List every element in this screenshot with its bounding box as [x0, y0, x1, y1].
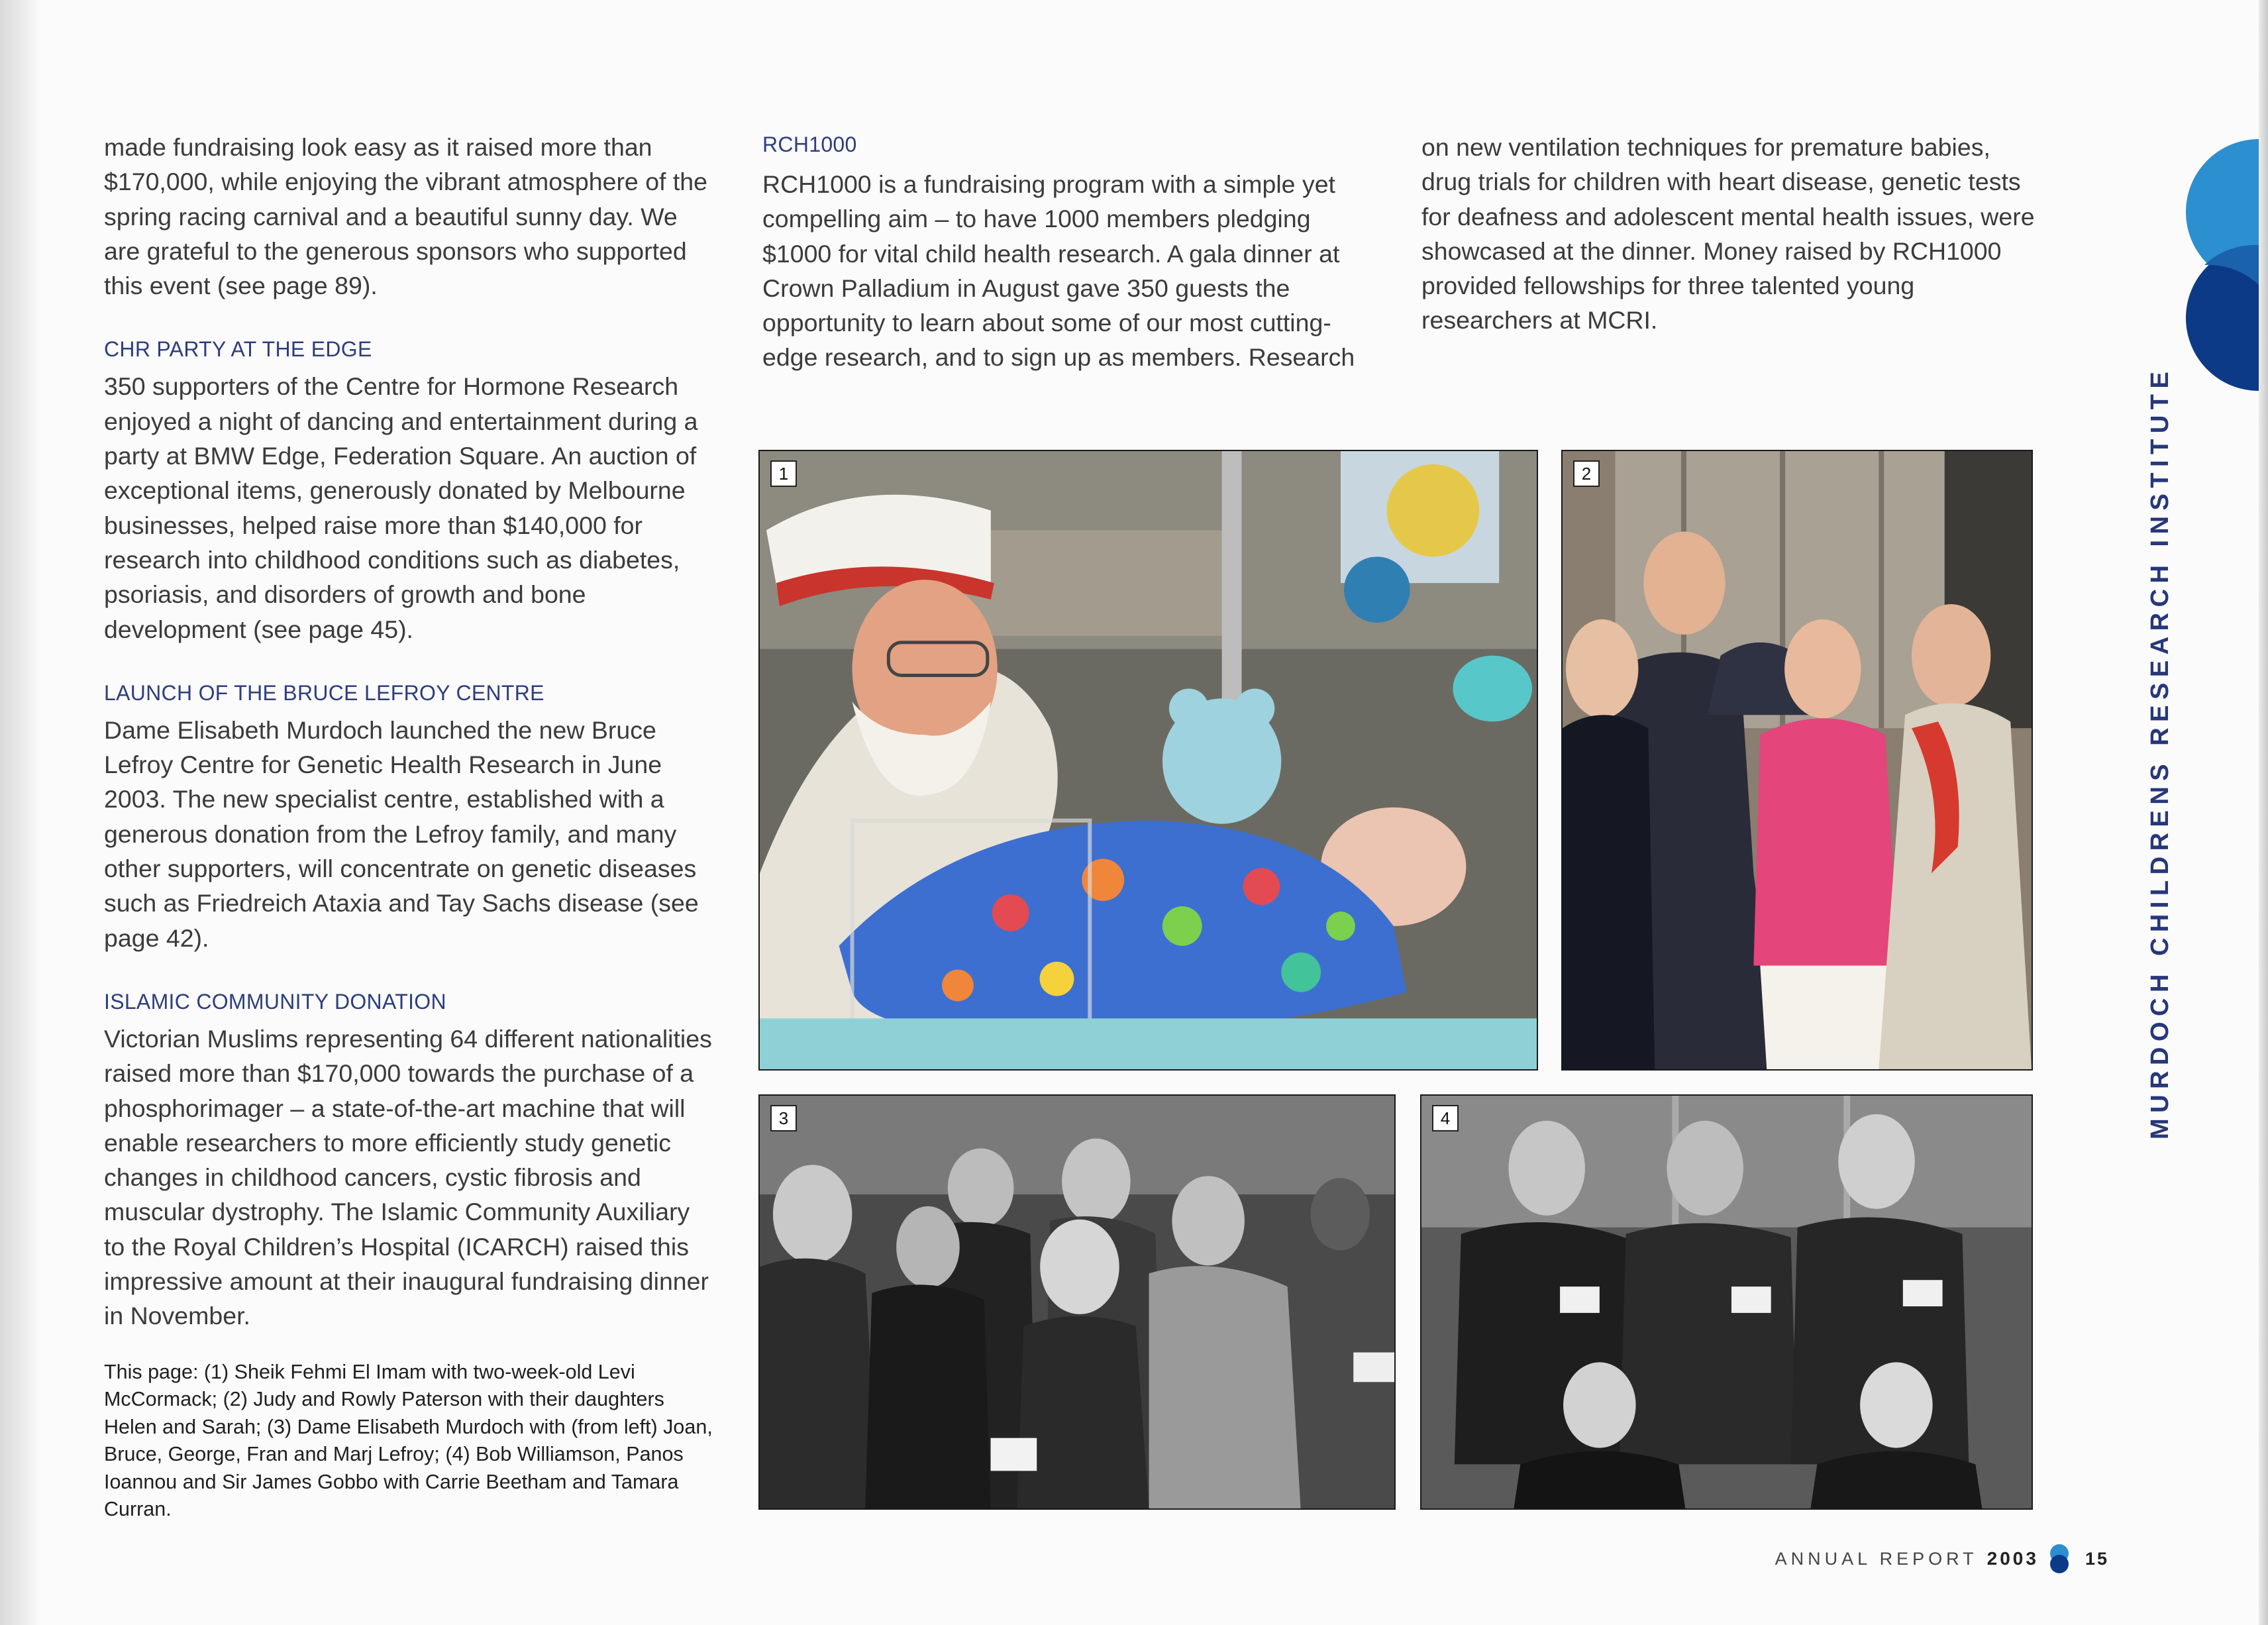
heading-bruce-lefroy-centre: LAUNCH OF THE BRUCE LEFROY CENTRE — [104, 680, 544, 705]
photo-number-1: 1 — [770, 460, 797, 487]
photo-1-sheik-with-baby — [758, 450, 1538, 1071]
column-left — [104, 130, 717, 1524]
column-middle — [762, 130, 1378, 375]
page-gutter-shadow — [0, 0, 40, 1625]
page-edge — [2259, 0, 2268, 1625]
photo-4-williamson-ioannou-gobbo — [1420, 1094, 2033, 1510]
column-right — [1421, 130, 2037, 338]
footer-year: 2003 — [1986, 1548, 2039, 1569]
intro-paragraph: made fundraising look easy as it raised more than $170,000, while enjoying the vibrant atmosphere of the spring racing carnival and a beautiful sunny day. We are grateful to the generous sponsors who supported this event (see page 89). — [104, 133, 708, 300]
heading-chr-party: CHR PARTY AT THE EDGE — [104, 337, 372, 362]
islamic-donation-paragraph: Victorian Muslims representing 64 different nationalities raised more than $170,000 towards the purchase of a phosphorimager – a state-of-the-art machine that will enable researchers to more efficiently study genetic changes in childhood cancers, cystic fibrosis and muscular dystrophy. The Islamic Community Auxiliary to the Royal Children’s Hospital (ICARCH) raised this impressive amount at their inaugural fundraising dinner in November. — [104, 1024, 712, 1330]
rch1000-continued-paragraph: on new ventilation techniques for premature babies, drug trials for children with heart disease, genetic tests for deafness and adolescent mental health issues, were showcased at the dinner. Money raised by RCH1000 provided fellowships for three talented young researchers at MCRI. — [1421, 133, 2035, 335]
photo-3-image — [760, 1096, 1394, 1508]
heading-islamic-donation: ISLAMIC COMMUNITY DONATION — [104, 989, 446, 1014]
photo-1-image — [760, 451, 1537, 1069]
photo-2-paterson-family — [1561, 450, 2033, 1071]
footer-page-number: 15 — [2085, 1548, 2109, 1569]
photo-2-image — [1563, 451, 2032, 1069]
photo-caption: This page: (1) Sheik Fehmi El Imam with two-week-old Levi McCormack; (2) Judy and Rowly Paterson with their daughters Helen and Sarah; (3) Dame Elisabeth Murdoch with (from left) Joan, Bruce, George, Fran and Marj Lefroy; (4) Bob Williamson, Panos Ioannou and Sir James Gobbo with Carrie Beetham and Tamara Curran. — [104, 1360, 713, 1521]
footer-circle-icon — [2048, 1544, 2071, 1574]
photo-number-3: 3 — [770, 1105, 797, 1131]
photo-3-dame-elisabeth-with-lefroys — [758, 1094, 1396, 1510]
chr-party-paragraph: 350 supporters of the Centre for Hormone Research enjoyed a night of dancing and entertainment during a party at BMW Edge, Federation Square. An auction of exceptional items, generously donated by Melbourne businesses, helped raise more than $140,000 for research into childhood conditions such as diabetes, psoriasis, and disorders of growth and bone development (see page 45). — [104, 372, 698, 643]
photo-number-4: 4 — [1432, 1105, 1459, 1131]
bruce-lefroy-paragraph: Dame Elisabeth Murdoch launched the new Bruce Lefroy Centre for Genetic Health Research in June 2003. The new specialist centre, established with a generous donation from the Lefroy family, and many other supporters, will concentrate on genetic diseases such as Friedreich Ataxia and Tay Sachs disease (see page 42). — [104, 715, 699, 952]
page-footer — [1775, 1546, 2109, 1572]
heading-rch1000: RCH1000 — [762, 132, 857, 156]
photo-4-image — [1421, 1096, 2032, 1508]
brand-circles-logo — [2169, 139, 2259, 404]
photo-number-2: 2 — [1573, 460, 1600, 487]
sidebar-institute-title: MURDOCH CHILDRENS RESEARCH INSTITUTE — [2146, 366, 2174, 1139]
rch1000-paragraph: RCH1000 is a fundraising program with a simple yet compelling aim – to have 1000 members pledging $1000 for vital child health research. A gala dinner at Crown Palladium in August gave 350 guests the opportunity to learn about some of our most cutting-edge research, and to sign up as members. Research — [762, 170, 1355, 372]
footer-report-label: ANNUAL REPORT — [1775, 1548, 1978, 1569]
